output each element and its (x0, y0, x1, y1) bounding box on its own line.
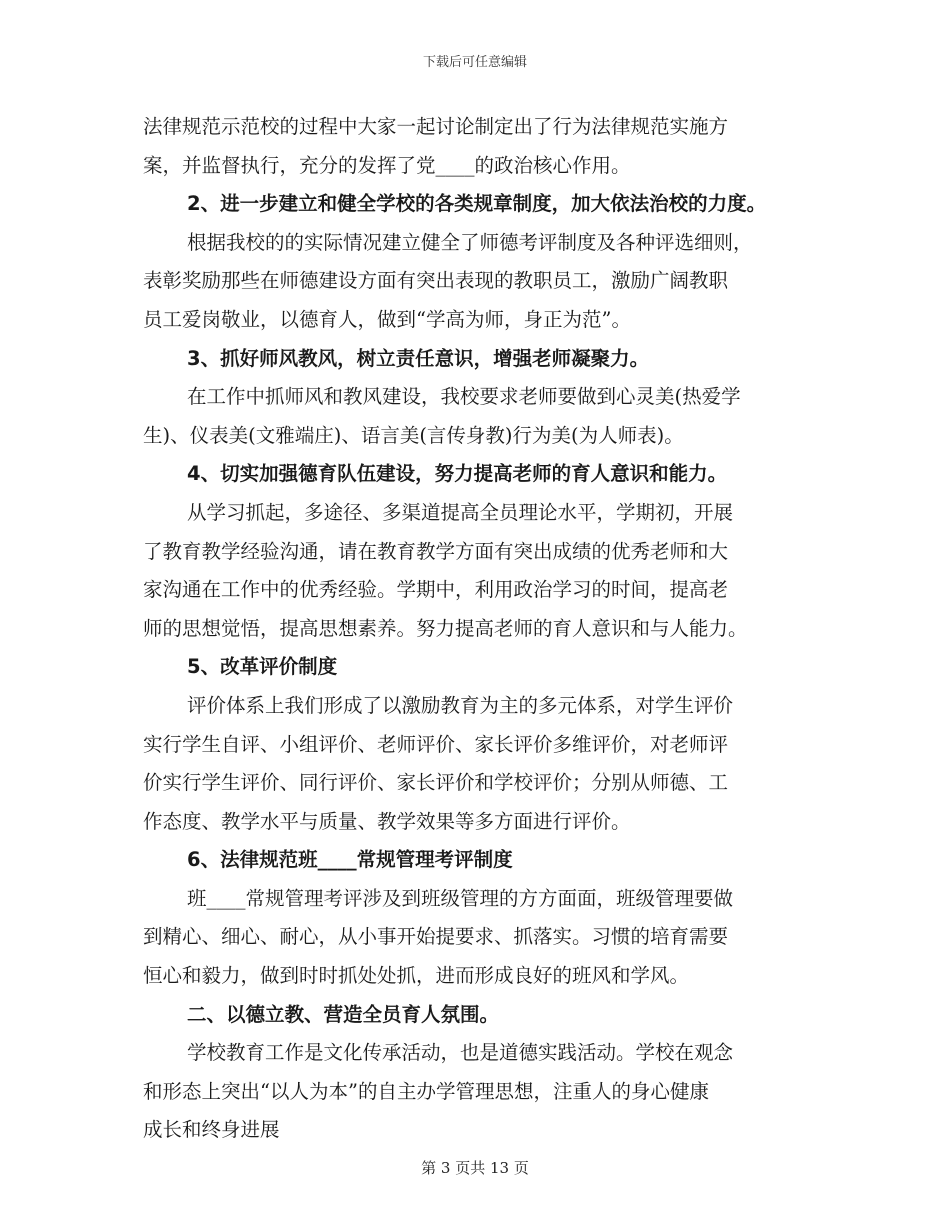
text-line: 恒心和毅力，做到时时抓处处抓，进而形成良好的班风和学风。 (143, 964, 690, 988)
text-line: 到精心、细心、耐心，从小事开始提要求、抓落实。习惯的培育需要 (143, 925, 729, 949)
text-line: 在工作中抓师风和教风建设，我校要求老师要做到心灵美(热爱学 (187, 385, 741, 409)
text-line: 作态度、教学水平与质量、教学效果等多方面进行评价。 (143, 809, 631, 833)
document-body (143, 108, 833, 1150)
section-heading: 6、法律规范班____常规管理考评制度 (187, 848, 513, 872)
section-heading: 2、进一步建立和健全学校的各类规章制度，加大依法治校的力度。 (187, 192, 767, 216)
text-line: 表彰奖励那些在师德建设方面有突出表现的教职员工，激励广阔教职 (143, 269, 729, 293)
section-heading: 二、以德立教、营造全员育人氛围。 (187, 1002, 500, 1026)
text-line: 生)、仪表美(文雅端庄)、语言美(言传身教)行为美(为人师表)。 (143, 423, 684, 447)
text-line: 班____常规管理考评涉及到班级管理的方方面面，班级管理要做 (187, 886, 734, 910)
text-line: 员工爱岗敬业，以德育人，做到“学高为师，身正为范”。 (143, 307, 631, 331)
text-line: 法律规范示范校的过程中大家一起讨论制定出了行为法律规范实施方 (143, 115, 729, 138)
page-header: 下载后可任意编辑 (422, 55, 527, 70)
text-line: 成长和终身进展 (143, 1118, 280, 1142)
text-line: 价实行学生评价、同行评价、家长评价和学校评价；分别从师德、工 (143, 771, 729, 795)
text-line: 实行学生自评、小组评价、老师评价、家长评价多维评价，对老师评 (143, 732, 729, 756)
section-heading: 5、改革评价制度 (187, 655, 338, 679)
text-line: 学校教育工作是文化传承活动，也是道德实践活动。学校在观念 (187, 1041, 734, 1065)
text-line: 从学习抓起，多途径、多渠道提高全员理论水平，学期初，开展 (187, 500, 734, 524)
text-line: 了教育教学经验沟通，请在教育教学方面有突出成绩的优秀老师和大 (143, 539, 729, 563)
text-line: 和形态上突出“以人为本”的自主办学管理思想，注重人的身心健康 (143, 1079, 709, 1103)
text-line: 师的思想觉悟，提高思想素养。努力提高老师的育人意识和与人能力。 (143, 616, 748, 640)
section-heading: 3、抓好师风教风，树立责任意识，增强老师凝聚力。 (187, 346, 650, 370)
page-footer: 第 3 页共 13 页 (421, 1159, 529, 1177)
text-line: 案，并监督执行，充分的发挥了党____的政治核心作用。 (143, 153, 631, 177)
text-line: 家沟通在工作中的优秀经验。学期中，利用政治学习的时间，提高老 (143, 578, 729, 602)
text-line: 根据我校的的实际情况建立健全了师德考评制度及各种评选细则， (187, 230, 753, 254)
section-heading: 4、切实加强德育队伍建设，努力提高老师的育人意识和能力。 (187, 462, 728, 486)
text-line: 评价体系上我们形成了以激励教育为主的多元体系，对学生评价 (187, 693, 734, 717)
